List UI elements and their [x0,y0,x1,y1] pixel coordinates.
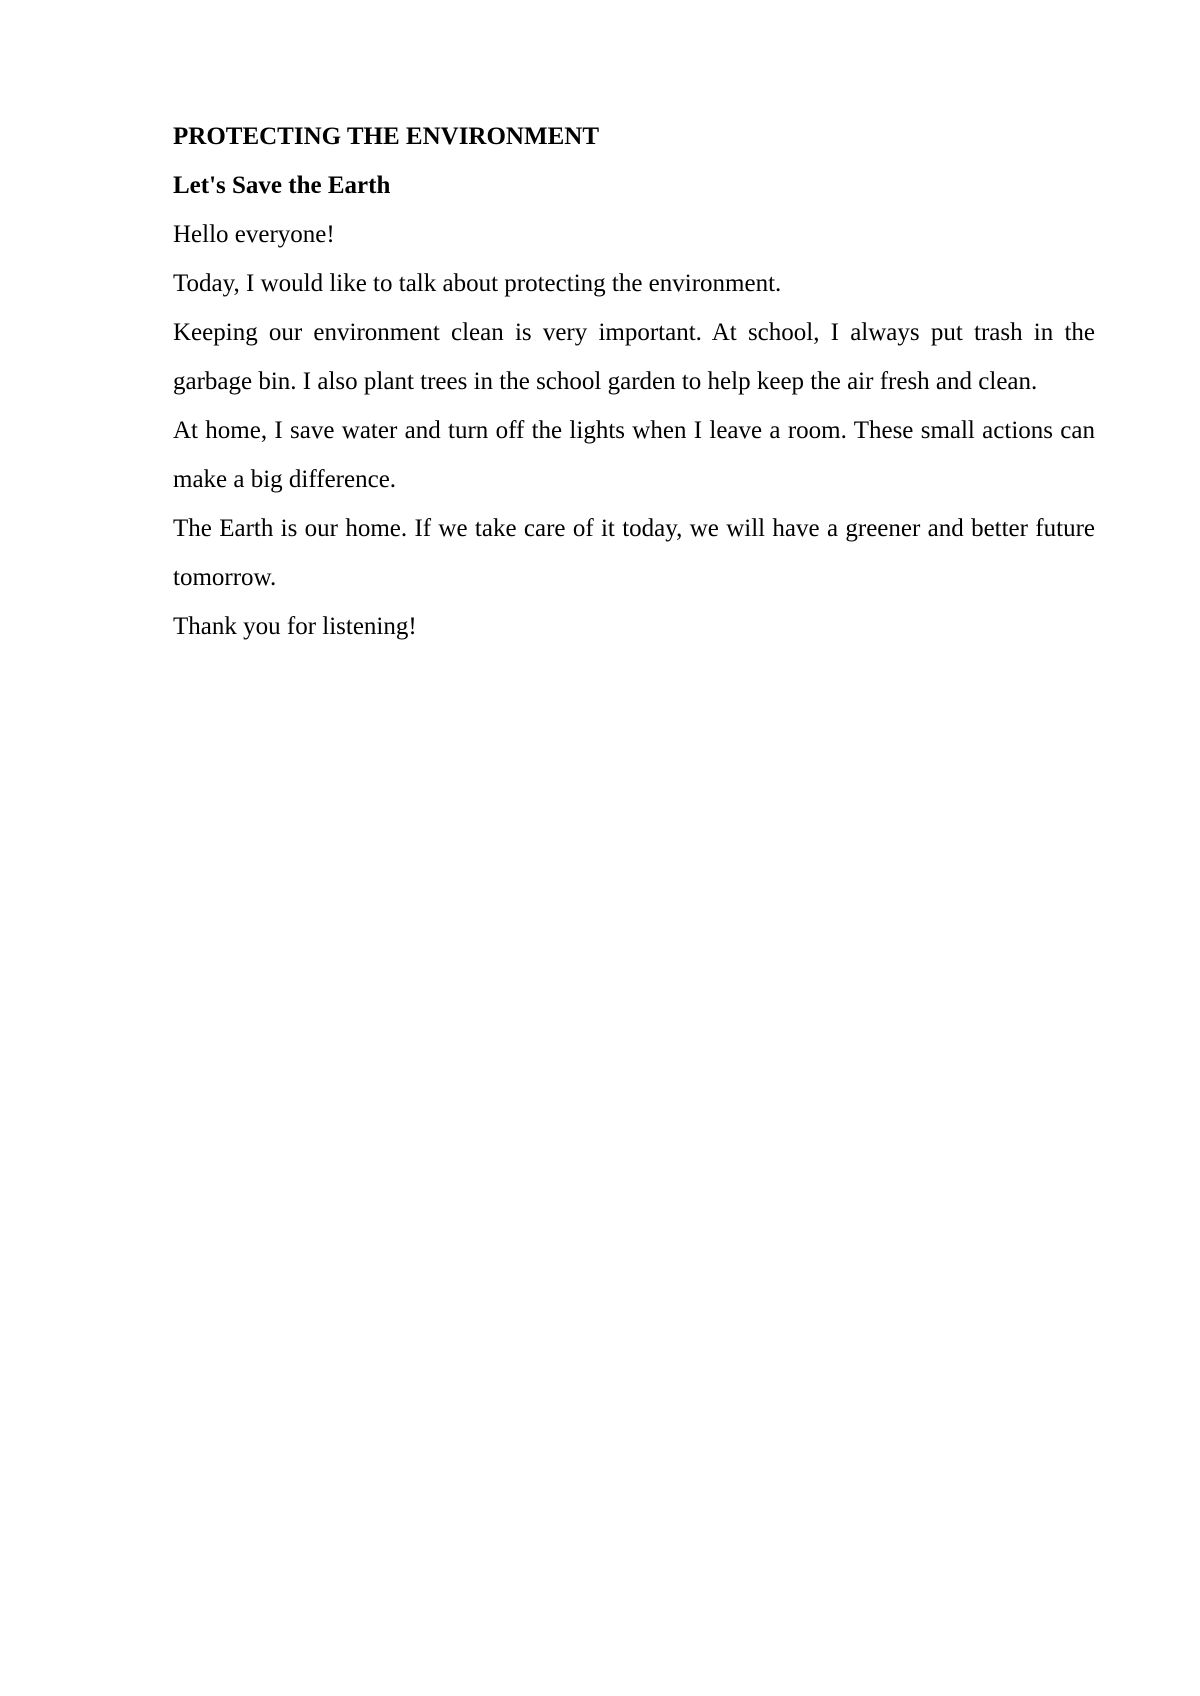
paragraph-home: At home, I save water and turn off the lights when I leave a room. These small actions can make a big difference. [173,417,1095,493]
paragraph-intro: Today, I would like to talk about protecting the environment. [173,270,782,297]
paragraph-closing: Thank you for listening! [173,613,417,640]
document-body [173,112,1095,651]
document-subtitle: Let's Save the Earth [173,172,391,199]
paragraph-conclusion: The Earth is our home. If we take care of it today, we will have a greener and better future tomorrow. [173,515,1095,591]
document-title: PROTECTING THE ENVIRONMENT [173,123,599,150]
paragraph-school: Keeping our environment clean is very important. At school, I always put trash in the garbage bin. I also plant trees in the school garden to help keep the air fresh and clean. [173,319,1095,395]
paragraph-greeting: Hello everyone! [173,221,335,248]
